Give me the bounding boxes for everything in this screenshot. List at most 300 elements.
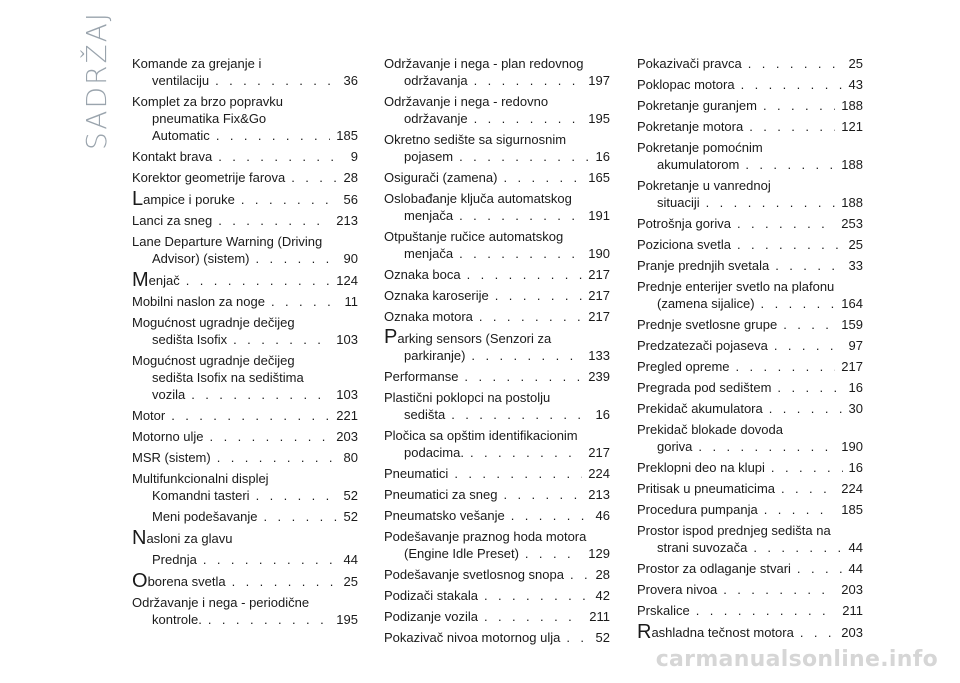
page-number: 124 [336, 273, 358, 288]
entry-text: Pranje prednjih svetala [637, 258, 770, 273]
dot-leader [739, 156, 835, 173]
entry-text: kontrole. [152, 612, 202, 627]
dot-leader [464, 444, 582, 461]
entry-last-line [637, 215, 863, 232]
entry-last-line [637, 581, 863, 598]
page-number: 97 [848, 338, 863, 353]
entry-last-line [637, 459, 863, 476]
entry-label [637, 215, 731, 232]
entry-label [152, 508, 258, 525]
entry-text: sedišta [404, 407, 446, 422]
entry-last-line [637, 257, 863, 274]
entry-text: asloni za glavu [146, 531, 233, 546]
entry-label [132, 529, 232, 547]
entry-line [132, 369, 358, 386]
entry-label [384, 507, 505, 524]
entry-text: Prednje enterijer svetlo na plafonu [637, 279, 835, 294]
dot-leader [747, 539, 842, 556]
index-entry [637, 316, 863, 333]
entry-text: Lanci za sneg [132, 213, 213, 228]
entry-line [384, 93, 610, 110]
page-number: 203 [841, 582, 863, 597]
entry-label [152, 72, 209, 89]
page-number: 43 [848, 77, 863, 92]
entry-line [384, 190, 610, 207]
dot-leader [473, 308, 582, 325]
entry-text: Mogućnost ugradnje dečijeg [132, 353, 295, 368]
entry-text: goriva [657, 439, 693, 454]
entry-label [152, 250, 250, 267]
entry-last-line [384, 608, 610, 625]
index-entry [132, 293, 358, 310]
entry-text: Meni podešavanje [152, 509, 258, 524]
entry-last-line [637, 560, 863, 577]
dot-leader [227, 331, 330, 348]
index-entry [384, 465, 610, 482]
entry-label [404, 148, 453, 165]
index-column-2 [384, 55, 610, 650]
entry-text: Komplet za brzo popravku [132, 94, 284, 109]
entry-last-line [637, 194, 863, 211]
entry-last-line [637, 438, 863, 455]
page-number: 121 [841, 119, 863, 134]
dot-leader [735, 76, 843, 93]
entry-text: Prednje svetlosne grupe [637, 317, 778, 332]
entry-text: Pneumatsko vešanje [384, 508, 505, 523]
page-number: 133 [588, 348, 610, 363]
page-number: 28 [595, 567, 610, 582]
index-entry [637, 236, 863, 253]
entry-last-line [637, 316, 863, 333]
index-entry [637, 278, 863, 312]
index-entry [384, 629, 610, 646]
entry-last-line [637, 480, 863, 497]
entry-label [637, 459, 765, 476]
page-number: 203 [336, 429, 358, 444]
entry-text: održavanje [404, 111, 468, 126]
entry-text: pojasem [404, 149, 454, 164]
entry-text: održavanja [404, 73, 468, 88]
index-entry [384, 55, 610, 89]
page-number: 52 [343, 488, 358, 503]
entry-text: Prekidač akumulatora [637, 401, 763, 416]
dot-leader [730, 358, 836, 375]
index-entry [384, 507, 610, 524]
index-entry [637, 139, 863, 173]
entry-label [637, 581, 717, 598]
index-entry [132, 148, 358, 165]
entry-text: Podizanje vozila [384, 609, 478, 624]
dot-leader [478, 608, 583, 625]
entry-text: podacima. [404, 445, 464, 460]
page-number: 185 [336, 128, 358, 143]
entry-label [637, 257, 769, 274]
entry-line [384, 131, 610, 148]
index-entry [384, 169, 610, 186]
entry-line [384, 329, 610, 347]
entry-label [657, 438, 692, 455]
entry-line [132, 110, 358, 127]
dot-leader [794, 624, 835, 641]
entry-last-line [637, 55, 863, 72]
dot-leader [757, 97, 835, 114]
entry-last-line [132, 271, 358, 289]
entry-text: Pločica sa opštim identifikacionim [384, 428, 578, 443]
index-entry [384, 131, 610, 165]
dot-leader [692, 438, 835, 455]
entry-last-line [637, 602, 863, 619]
entry-line [132, 314, 358, 331]
page-number: 188 [841, 157, 863, 172]
page-number: 211 [842, 603, 863, 618]
entry-label [657, 539, 747, 556]
entry-last-line [384, 507, 610, 524]
entry-last-line [384, 169, 610, 186]
entry-text: Pokretanje pomoćnim [637, 140, 763, 155]
page-number: 16 [848, 460, 863, 475]
index-entry [132, 352, 358, 403]
entry-last-line [637, 501, 863, 518]
dot-leader [212, 148, 345, 165]
entry-line [132, 470, 358, 487]
dot-leader [204, 428, 331, 445]
entry-label [132, 449, 211, 466]
index-entry [132, 212, 358, 229]
index-entry [384, 287, 610, 304]
entry-label [637, 118, 743, 135]
dot-leader [448, 465, 582, 482]
index-entry [384, 566, 610, 583]
entry-text: MSR (sistem) [132, 450, 211, 465]
page-number: 44 [848, 561, 863, 576]
index-entry [637, 215, 863, 232]
index-entry [132, 314, 358, 348]
dot-leader [197, 551, 338, 568]
entry-label [384, 566, 564, 583]
index-entry [384, 486, 610, 503]
dot-leader [497, 486, 582, 503]
index-entry [132, 508, 358, 525]
entry-label [637, 501, 758, 518]
dot-leader [742, 55, 843, 72]
dot-leader [202, 611, 330, 628]
entry-last-line [132, 611, 358, 628]
entry-last-line [132, 331, 358, 348]
dot-leader [489, 287, 583, 304]
entry-label [404, 245, 453, 262]
index-entry [637, 581, 863, 598]
dot-leader [775, 480, 835, 497]
dot-leader [717, 581, 835, 598]
entry-label [404, 406, 445, 423]
entry-text: Preklopni deo na klupi [637, 460, 765, 475]
entry-label [384, 287, 489, 304]
entry-last-line [637, 400, 863, 417]
page-number: 224 [841, 481, 863, 496]
dot-leader [468, 110, 583, 127]
index-entry [384, 608, 610, 625]
index-entry [637, 421, 863, 455]
entry-last-line [132, 407, 358, 424]
index-entry [637, 602, 863, 619]
entry-label [637, 560, 791, 577]
page-number: 33 [848, 258, 863, 273]
entry-last-line [637, 295, 863, 312]
dot-leader [250, 487, 338, 504]
entry-line [384, 389, 610, 406]
entry-text: enjač [148, 273, 180, 288]
dot-leader [250, 250, 338, 267]
entry-text: Komandni tasteri [152, 488, 250, 503]
entry-text: Prednja [152, 552, 197, 567]
dot-leader [497, 169, 582, 186]
entry-text: Prekidač blokade dovoda [637, 422, 783, 437]
entry-text: sedišta Isofix na sedištima [152, 370, 304, 385]
entry-line [384, 55, 610, 72]
entry-line [132, 93, 358, 110]
index-entry [637, 480, 863, 497]
entry-last-line [132, 293, 358, 310]
page-number: 25 [343, 574, 358, 589]
index-entry [637, 118, 863, 135]
page-number: 165 [588, 170, 610, 185]
entry-label [637, 97, 757, 114]
entry-text: Otpuštanje ručice automatskog [384, 229, 564, 244]
dot-leader [700, 194, 836, 211]
page-number: 129 [588, 546, 610, 561]
index-entry [132, 449, 358, 466]
entry-last-line [132, 386, 358, 403]
dot-leader [180, 272, 331, 289]
entry-text: Pregrada pod sedištem [637, 380, 772, 395]
entry-last-line [132, 449, 358, 466]
dot-leader [731, 215, 835, 232]
entry-last-line [384, 444, 610, 461]
page-number: 25 [848, 56, 863, 71]
entry-last-line [132, 127, 358, 144]
page-number: 16 [595, 407, 610, 422]
entry-text: parkiranje) [404, 348, 466, 363]
entry-last-line [132, 529, 358, 547]
index-entry [384, 93, 610, 127]
entry-text: Advisor) (sistem) [152, 251, 250, 266]
entry-label [637, 316, 777, 333]
dot-leader [465, 347, 582, 364]
page-number: 217 [588, 309, 610, 324]
index-entry [132, 407, 358, 424]
entry-label [404, 110, 468, 127]
entry-label [637, 623, 794, 641]
entry-text: vozila [152, 387, 186, 402]
entry-label [384, 608, 478, 625]
page-number: 224 [588, 466, 610, 481]
entry-line [384, 528, 610, 545]
page-number: 25 [848, 237, 863, 252]
entry-text: Multifunkcionalni displej [132, 471, 269, 486]
entry-text: Potrošnja goriva [637, 216, 731, 231]
index-entry [637, 358, 863, 375]
page-number: 190 [841, 439, 863, 454]
entry-text: Pokretanje guranjem [637, 98, 757, 113]
entry-label [404, 444, 464, 461]
page-number: 203 [841, 625, 863, 640]
entry-text: Mogućnost ugradnje dečijeg [132, 315, 295, 330]
entry-label [132, 271, 180, 289]
entry-text: Pneumatici za sneg [384, 487, 498, 502]
entry-label [132, 407, 165, 424]
entry-label [384, 266, 461, 283]
entry-label [637, 379, 771, 396]
page-number: 195 [588, 111, 610, 126]
entry-text: Podešavanje praznog hoda motora [384, 529, 587, 544]
entry-text: menjača [404, 246, 454, 261]
entry-last-line [132, 169, 358, 186]
entry-text: Podizači stakala [384, 588, 478, 603]
page-number: 80 [343, 450, 358, 465]
dot-leader [519, 545, 582, 562]
entry-text: ampice i poruke [143, 192, 235, 207]
index-entry [637, 177, 863, 211]
entry-text: situaciji [657, 195, 700, 210]
entry-label [637, 602, 690, 619]
entry-last-line [637, 623, 863, 641]
entry-text: (zamena sijalice) [657, 296, 755, 311]
entry-line [132, 352, 358, 369]
entry-text: pneumatika Fix&Go [152, 111, 267, 126]
entry-text: Pritisak u pneumaticima [637, 481, 775, 496]
dot-leader [690, 602, 837, 619]
index-entry [132, 233, 358, 267]
entry-text: Mobilni naslon za noge [132, 294, 265, 309]
entry-text: Pokazivači pravca [637, 56, 742, 71]
index-entry [637, 501, 863, 518]
entry-last-line [637, 358, 863, 375]
dot-leader [453, 245, 582, 262]
dot-leader [211, 449, 338, 466]
page-number: 36 [343, 73, 358, 88]
entry-line [132, 594, 358, 611]
entry-label [637, 480, 775, 497]
index-entry [132, 55, 358, 89]
entry-text: Kontakt brava [132, 149, 213, 164]
page-number: 217 [588, 288, 610, 303]
entry-last-line [384, 266, 610, 283]
dot-leader [453, 148, 589, 165]
entry-label [637, 236, 731, 253]
entry-text: Pneumatici [384, 466, 449, 481]
dot-leader [765, 459, 843, 476]
entry-text: Pokretanje motora [637, 119, 744, 134]
entry-text: Prostor za odlaganje stvari [637, 561, 791, 576]
page-number: 188 [841, 195, 863, 210]
entry-text: Pokretanje u vanrednoj [637, 178, 771, 193]
entry-line [132, 55, 358, 72]
index-entry [384, 308, 610, 325]
page-number: 217 [588, 445, 610, 460]
entry-label [384, 368, 458, 385]
entry-label [132, 572, 226, 590]
entry-text: Motorno ulje [132, 429, 204, 444]
entry-label [132, 169, 285, 186]
page-number: 44 [848, 540, 863, 555]
page-number: 197 [588, 73, 610, 88]
entry-last-line [637, 236, 863, 253]
entry-last-line [132, 508, 358, 525]
entry-last-line [384, 368, 610, 385]
page-number: 164 [841, 296, 863, 311]
entry-text: Predzatezači pojaseva [637, 338, 768, 353]
index-entry [132, 529, 358, 547]
index-entry [637, 560, 863, 577]
dot-leader [210, 127, 330, 144]
entry-text: Provera nivoa [637, 582, 718, 597]
entry-last-line [132, 72, 358, 89]
entry-label [132, 428, 204, 445]
entry-last-line [637, 539, 863, 556]
page-number: 213 [588, 487, 610, 502]
entry-last-line [637, 118, 863, 135]
index-entry [132, 169, 358, 186]
index-entry [637, 337, 863, 354]
index-entry [384, 368, 610, 385]
entry-line [384, 427, 610, 444]
entry-text: Podešavanje svetlosnog snopa [384, 567, 564, 582]
entry-text: strani suvozača [657, 540, 748, 555]
entry-last-line [132, 190, 358, 208]
dot-leader [265, 293, 339, 310]
entry-text: Pregled opreme [637, 359, 730, 374]
entry-label [657, 295, 755, 312]
page-number: 42 [595, 588, 610, 603]
entry-label [152, 386, 185, 403]
index-entry [637, 522, 863, 556]
index-entry [132, 572, 358, 590]
entry-label [404, 207, 453, 224]
entry-last-line [384, 207, 610, 224]
entry-line [637, 278, 863, 295]
entry-text: arking sensors (Senzori za [397, 331, 552, 346]
entry-last-line [637, 379, 863, 396]
dot-leader [478, 587, 590, 604]
dot-leader [453, 207, 582, 224]
dot-leader [763, 400, 843, 417]
entry-last-line [384, 406, 610, 423]
entry-label [384, 169, 497, 186]
entry-label [657, 156, 739, 173]
page-number: 28 [343, 170, 358, 185]
entry-label [637, 358, 730, 375]
index-entry [132, 190, 358, 208]
page-number: 195 [336, 612, 358, 627]
entry-text: Performanse [384, 369, 459, 384]
entry-last-line [132, 551, 358, 568]
dot-leader [505, 507, 590, 524]
dot-leader [226, 573, 338, 590]
index-entry [384, 228, 610, 262]
entry-text: menjača [404, 208, 454, 223]
index-entry [132, 594, 358, 628]
entry-text: Održavanje i nega - redovno [384, 94, 549, 109]
entry-text: ashladna tečnost motora [651, 625, 794, 640]
page-number: 253 [841, 216, 863, 231]
entry-last-line [132, 212, 358, 229]
page-number: 30 [848, 401, 863, 416]
page-number: 211 [589, 609, 610, 624]
entry-text: Okretno sedište sa sigurnosnim [384, 132, 567, 147]
page-number: 188 [841, 98, 863, 113]
letter-heading: N [132, 529, 147, 547]
entry-label [132, 148, 212, 165]
